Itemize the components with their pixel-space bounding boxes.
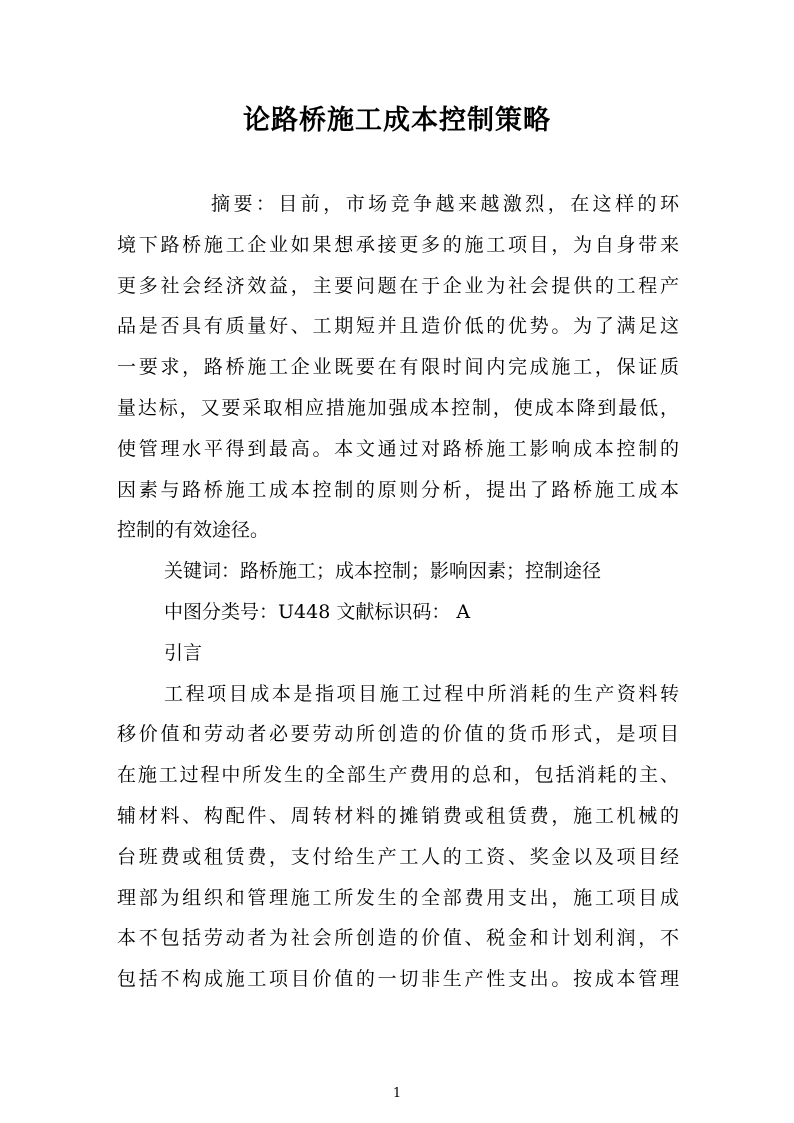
- intro-line: 包括不构成施工项目价值的一切非生产性支出。按成本管理: [117, 968, 679, 991]
- abstract-line: 因素与路桥施工成本控制的原则分析，提出了路桥施工成本: [117, 478, 679, 501]
- page-number: 1: [392, 1086, 402, 1101]
- keywords: 关键词：路桥施工；成本控制；影响因素；控制途径: [164, 560, 602, 583]
- document-body: [117, 184, 679, 1000]
- intro-line: 辅材料、构配件、周转材料的摊销费或租赁费，施工机械的: [117, 804, 679, 827]
- intro-heading: 引言: [164, 641, 203, 664]
- abstract-line: 摘要：目前，市场竞争越来越激烈，在这样的环: [211, 193, 679, 215]
- intro-line: 本不包括劳动者为社会所创造的价值、税金和计划利润，不: [117, 927, 679, 950]
- document-title: 论路桥施工成本控制策略: [243, 105, 551, 136]
- abstract-line: 一要求，路桥施工企业既要在有限时间内完成施工，保证质: [117, 356, 679, 379]
- classification-number: 中图分类号：U448 文献标识码： A: [164, 600, 471, 623]
- intro-line: 工程项目成本是指项目施工过程中所消耗的生产资料转: [164, 682, 679, 705]
- intro-line: 理部为组织和管理施工所发生的全部费用支出，施工项目成: [117, 886, 679, 909]
- intro-line: 移价值和劳动者必要劳动所创造的价值的货币形式，是项目: [117, 723, 679, 746]
- abstract-line: 控制的有效途径。: [117, 519, 270, 542]
- intro-line: 台班费或租赁费，支付给生产工人的工资、奖金以及项目经: [117, 845, 679, 868]
- abstract-line: 境下路桥施工企业如果想承接更多的施工项目，为自身带来: [117, 233, 679, 256]
- abstract-line: 使管理水平得到最高。本文通过对路桥施工影响成本控制的: [117, 437, 679, 460]
- abstract-line: 品是否具有质量好、工期短并且造价低的优势。为了满足这: [117, 315, 679, 338]
- intro-line: 在施工过程中所发生的全部生产费用的总和，包括消耗的主、: [117, 764, 679, 787]
- abstract-line: 更多社会经济效益，主要问题在于企业为社会提供的工程产: [117, 274, 679, 297]
- abstract-line: 量达标，又要采取相应措施加强成本控制，使成本降到最低，: [117, 396, 679, 419]
